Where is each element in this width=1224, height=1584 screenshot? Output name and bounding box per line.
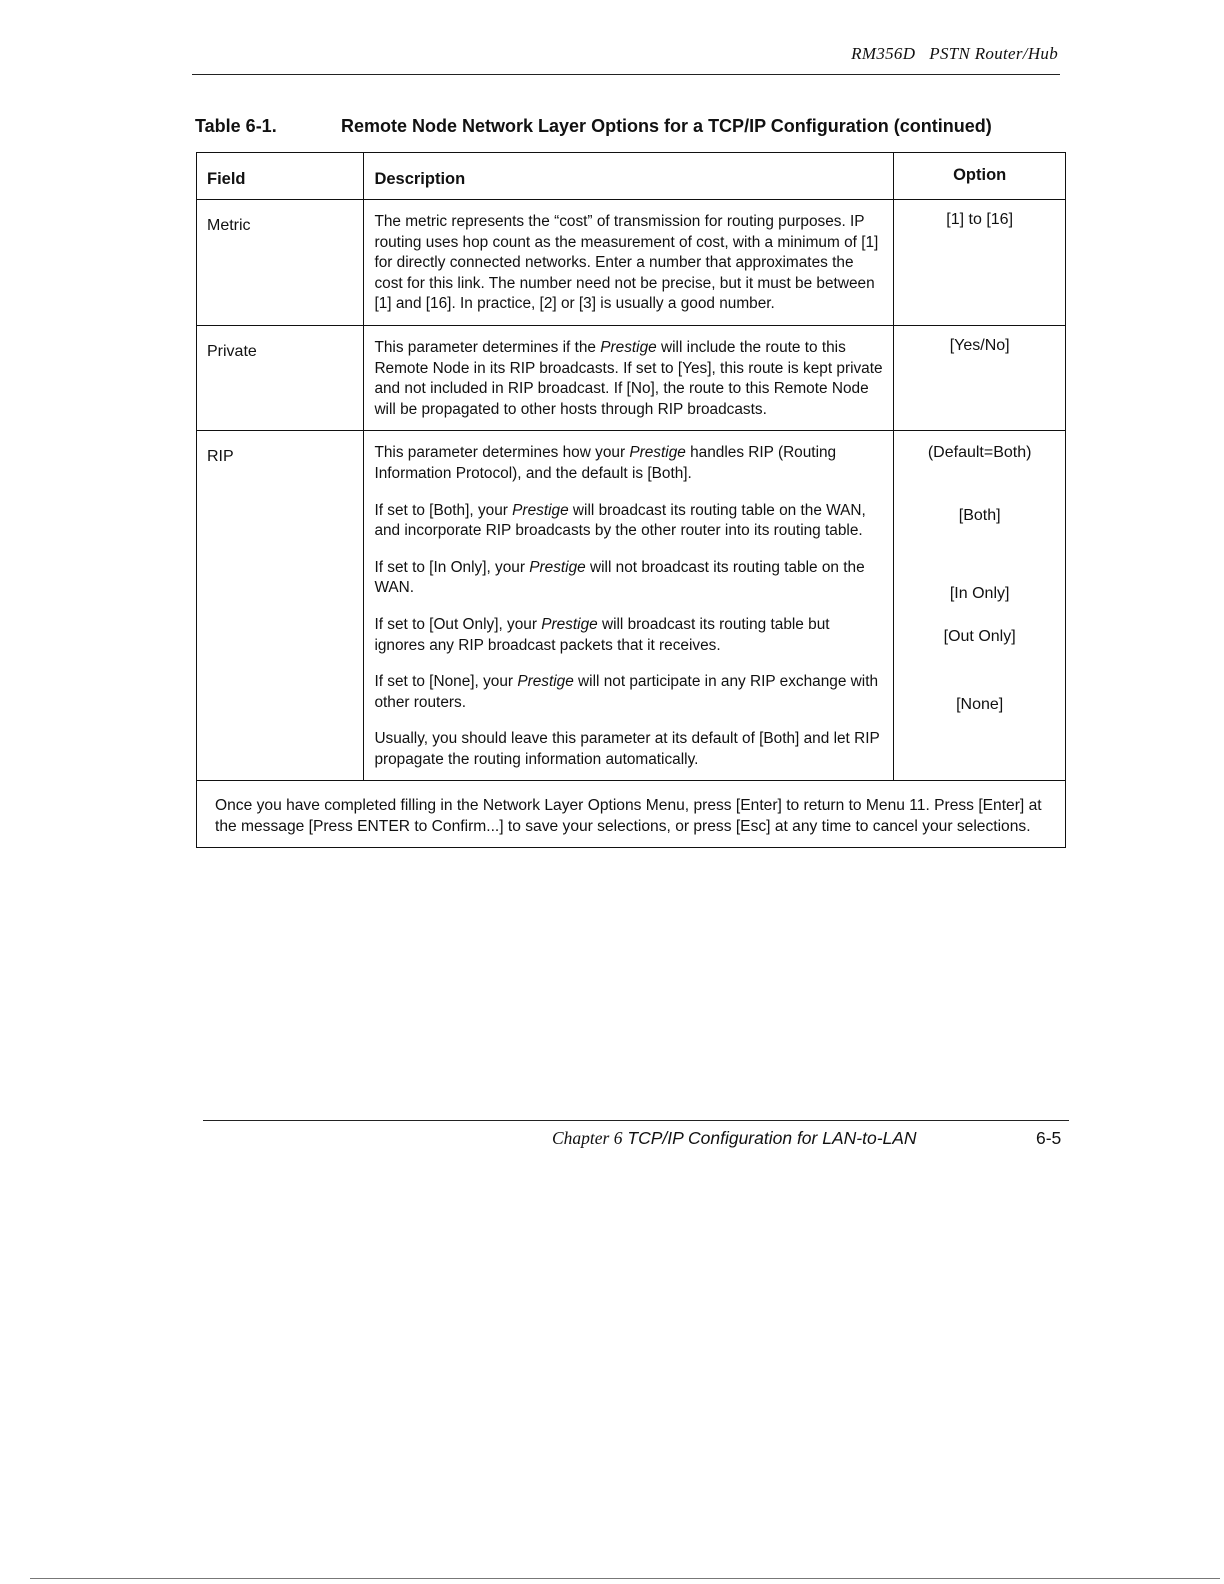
column-header-option: Option [894, 153, 1066, 200]
table-header-row [197, 153, 1066, 200]
column-header-description: Description [364, 153, 894, 200]
footer-chapter [552, 1128, 917, 1149]
chapter-word: Chapter 6 [552, 1128, 623, 1148]
description-paragraph [374, 443, 883, 484]
column-header-field: Field [197, 153, 364, 200]
table-caption [195, 116, 1065, 137]
table-row-metric [197, 200, 1066, 326]
page-number: 6-5 [1036, 1128, 1062, 1148]
header-rule [192, 74, 1060, 75]
option-cell [894, 431, 1066, 781]
field-cell: Metric [197, 200, 364, 326]
text-segment: If set to [Both], your [374, 501, 513, 519]
text-segment: will not broadcast its routing table on the WAN. [374, 558, 865, 597]
product-name: Prestige [541, 615, 598, 633]
option-cell: [1] to [16] [894, 200, 1066, 326]
product-name: Prestige [600, 338, 657, 356]
text-segment: If set to [In Only], your [374, 558, 530, 576]
field-cell: RIP [197, 431, 364, 781]
header-model: RM356D [851, 44, 916, 63]
table-title: Remote Node Network Layer Options for a TCP/IP Configuration (continued) [341, 116, 992, 136]
text-segment: This parameter determines if the [374, 338, 601, 356]
description-cell [364, 431, 894, 781]
option-value: [In Only] [949, 584, 1010, 602]
table-number: Table 6-1. [195, 116, 277, 136]
description-paragraph [374, 672, 883, 713]
product-name: Prestige [517, 673, 574, 691]
header-product: PSTN Router/Hub [929, 44, 1058, 63]
text-segment: will broadcast its routing table but ignores any RIP broadcast packets that it receives. [374, 615, 830, 654]
table-row-private [197, 325, 1066, 430]
text-segment: handles RIP (Routing Information Protocol), and the default is [Both]. [374, 444, 837, 482]
table-footer-row [197, 781, 1066, 848]
description-paragraph [374, 729, 883, 770]
option-value: [Both] [958, 506, 1001, 524]
description-cell [364, 200, 894, 326]
description-paragraph [374, 501, 883, 542]
text-segment: will broadcast its routing table on the WAN, and incorporate RIP broadcasts by the other router into its routing table. [374, 501, 866, 540]
text-segment: will include the route to this Remote Node in its RIP broadcasts. If set to [Yes], this route is kept private and not included in RIP broadcast. If [No], the route to this Remote Node will be propagated to other hosts through RIP broadcasts. [374, 338, 883, 418]
text-segment: This parameter determines how your [374, 444, 630, 462]
options-table [196, 152, 1066, 848]
scan-edge-line [30, 1578, 1220, 1579]
description-text [374, 338, 883, 420]
option-value: [Out Only] [943, 628, 1016, 646]
product-name: Prestige [512, 501, 569, 519]
chapter-title: TCP/IP Configuration for LAN-to-LAN [627, 1128, 917, 1148]
option-cell: [Yes/No] [894, 325, 1066, 430]
table-row-rip [197, 431, 1066, 781]
description-paragraph [374, 615, 883, 656]
text-segment: If set to [None], your [374, 673, 518, 691]
description-text: The metric represents the “cost” of transmission for routing purposes. IP routing uses hop count as the measurement of cost, with a minimum of [1] for directly connected networks. Enter a number that approximates the cost for this link. The number need not be precise, but it must be between [1] and [16]. In practice, [2] or [3] is usually a good number. [374, 213, 879, 313]
footer-rule [203, 1120, 1069, 1121]
running-header [851, 44, 1058, 64]
field-cell: Private [197, 325, 364, 430]
description-cell [364, 325, 894, 430]
footer-note: Once you have completed filling in the Network Layer Options Menu, press [Enter] to return to Menu 11. Press [Enter] at the message [Press ENTER to Confirm...] to save your selections, or press [Esc] at any time to cancel your selections. [197, 781, 1066, 848]
description-paragraph [374, 558, 883, 599]
product-name: Prestige [629, 444, 686, 462]
text-segment: If set to [Out Only], your [374, 615, 542, 633]
option-value: (Default=Both) [927, 444, 1032, 462]
text-segment: will not participate in any RIP exchange with other routers. [374, 673, 879, 711]
product-name: Prestige [529, 558, 586, 576]
option-value: [None] [956, 695, 1004, 713]
text-segment: Usually, you should leave this parameter at its default of [Both] and let RIP propagate the routing information automatically. [374, 730, 880, 768]
